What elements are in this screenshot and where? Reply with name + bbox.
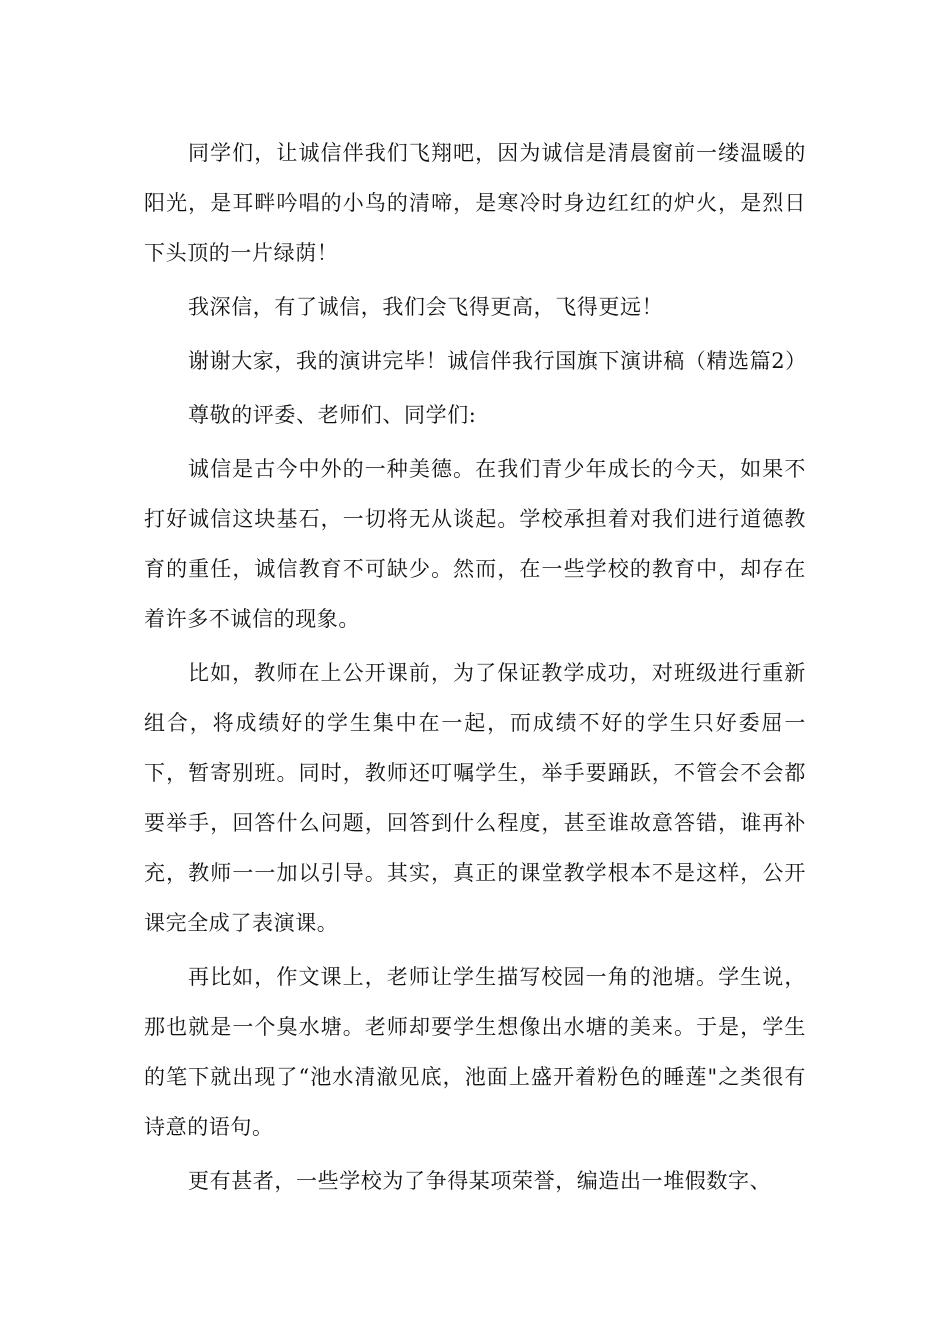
- paragraph-1: 同学们，让诚信伴我们飞翔吧，因为诚信是清晨窗前一缕温暖的阳光，是耳畔吟唱的小鸟的清啼，是寒冷时身边红红的炉火，是烈日下头顶的一片绿荫！: [144, 141, 806, 265]
- paragraph-8: 更有甚者，一些学校为了争得某项荣誉，编造出一堆假数字、: [188, 1169, 772, 1193]
- document-body: [144, 128, 806, 1206]
- paragraph-3: 谢谢大家，我的演讲完毕！诚信伴我行国旗下演讲稿（精选篇2）: [188, 349, 807, 373]
- paragraph-7: 再比如，作文课上，老师让学生描写校园一角的池塘。学生说，那也就是一个臭水塘。老师却要学生想像出水塘的美来。于是，学生的笔下就出现了“池水清澈见底，池面上盛开着粉色的睡莲"之类很有诗意的语句。: [144, 965, 806, 1139]
- paragraph-5: 诚信是古今中外的一种美德。在我们青少年成长的今天，如果不打好诚信这块基石，一切将无从谈起。学校承担着对我们进行道德教育的重任，诚信教育不可缺少。然而，在一些学校的教育中，却存在着许多不诚信的现象。: [144, 457, 806, 631]
- paragraph-2: 我深信，有了诚信，我们会飞得更高，飞得更远！: [188, 295, 664, 319]
- paragraph-6: 比如，教师在上公开课前，为了保证教学成功，对班级进行重新组合，将成绩好的学生集中在一起，而成绩不好的学生只好委屈一下，暂寄别班。同时，教师还叮嘱学生，举手要踊跃，不管会不会都要举手，回答什么问题，回答到什么程度，甚至谁故意答错，谁再补充，教师一一加以引导。其实，真正的课堂教学根本不是这样，公开课完全成了表演课。: [144, 661, 806, 935]
- paragraph-4: 尊敬的评委、老师们、同学们:: [188, 403, 477, 427]
